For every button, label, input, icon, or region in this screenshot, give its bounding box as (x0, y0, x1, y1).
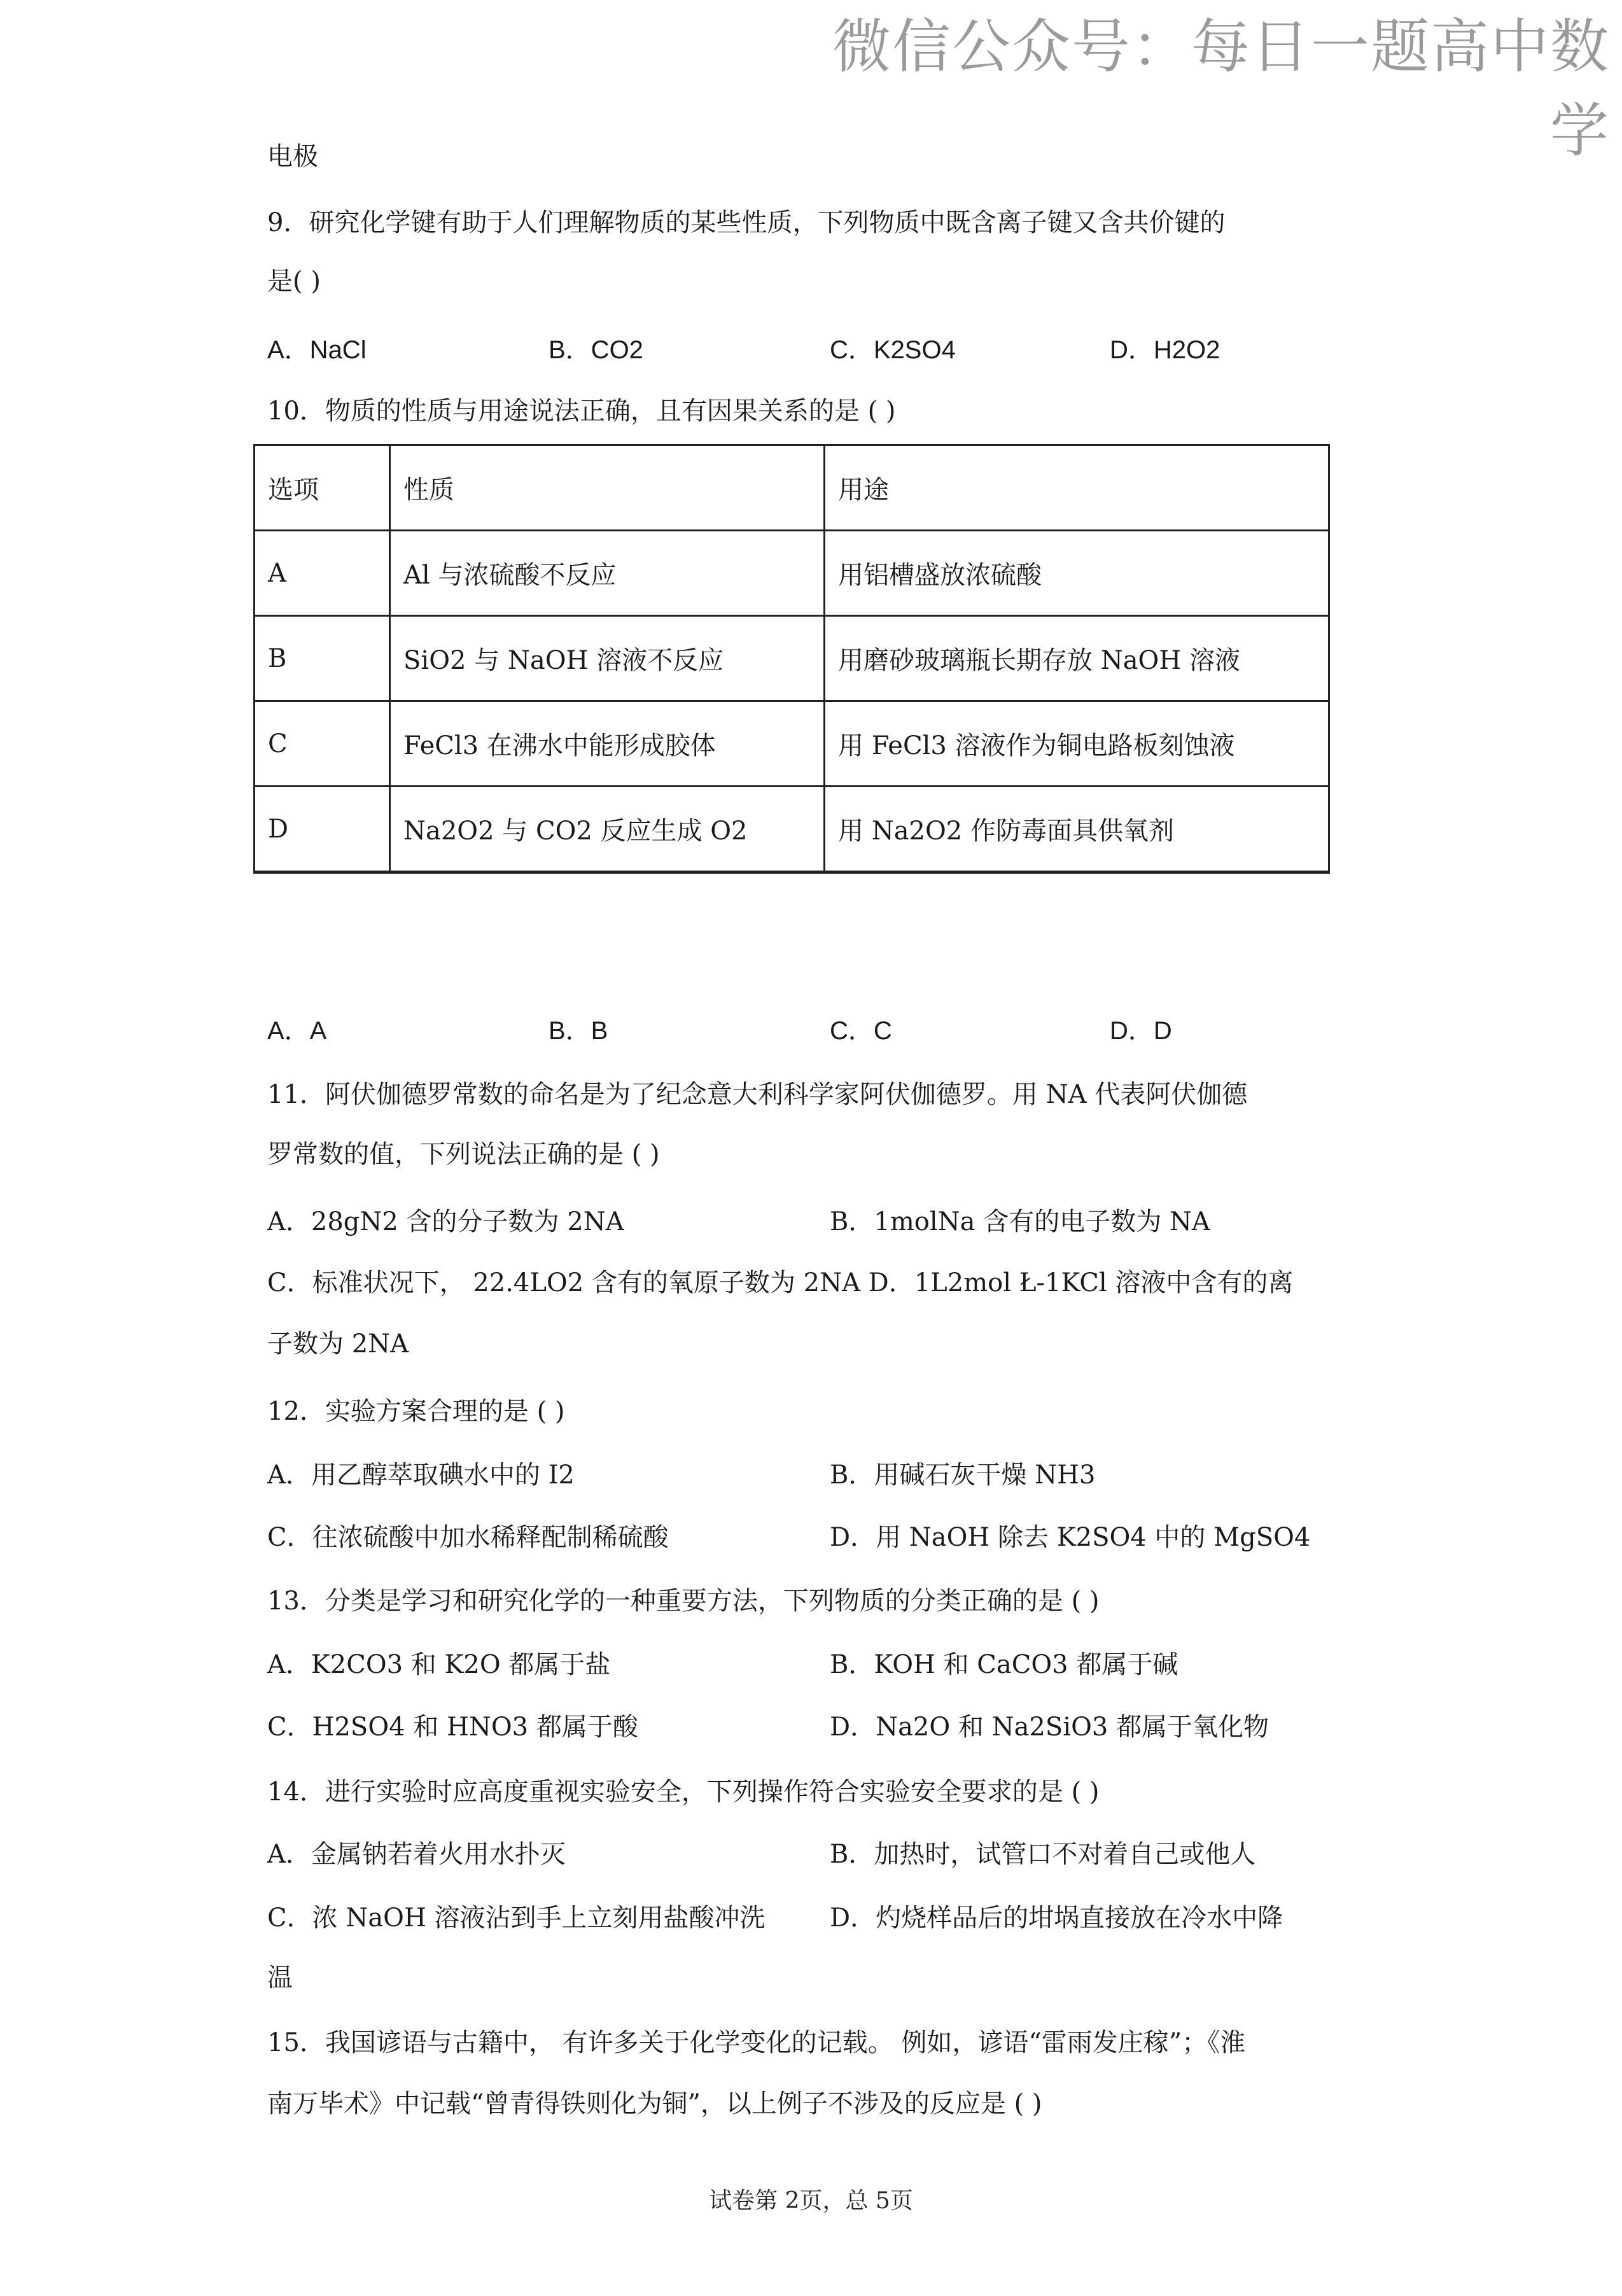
q11-option-b: B．1molNa 含有的电子数为 NA (830, 1207, 1210, 1236)
q9-stem-line-2: 是( ) (267, 267, 321, 296)
watermark: 微信公众号：每日一题高中数学 (832, 13, 1610, 165)
q11-option-a: A．28gN2 含的分子数为 2NA (267, 1207, 624, 1236)
table-cell: A (255, 531, 390, 616)
table-cell: Al 与浓硫酸不反应 (390, 531, 825, 616)
table-row (255, 787, 1329, 872)
table-row (255, 531, 1329, 616)
table-cell: 用铝槽盛放浓硫酸 (825, 531, 1329, 616)
q12-option-b: B．用碱石灰干燥 NH3 (830, 1460, 1096, 1490)
q11-option-c-and-d: C．标准状况下， 22.4LO2 含有的氧原子数为 2NA D．1L2mol Ł-1KCl 溶液中含有的离 (267, 1268, 1294, 1298)
q10-stem: 10．物质的性质与用途说法正确，且有因果关系的是 ( ) (267, 396, 896, 426)
q11-stem-line-1: 11．阿伏伽德罗常数的命名是为了纪念意大利科学家阿伏伽德罗。用 NA 代表阿伏伽德 (267, 1080, 1248, 1109)
q10-option-b: B．B (549, 1017, 608, 1045)
q9-option-b: B．CO2 (549, 336, 643, 364)
q13-option-a: A．K2CO3 和 K2O 都属于盐 (267, 1650, 611, 1679)
q12-option-c: C．往浓硫酸中加水稀释配制稀硫酸 (267, 1523, 669, 1552)
q14-option-a: A．金属钠若着火用水扑灭 (267, 1840, 566, 1869)
table-cell: D (255, 787, 390, 872)
q10-option-c: C．C (830, 1017, 892, 1045)
q14-stem: 14．进行实验时应高度重视实验安全，下列操作符合实验安全要求的是 ( ) (267, 1777, 1100, 1807)
previous-question-tail: 电极 (267, 142, 318, 171)
table-header-cell: 选项 (255, 445, 390, 531)
table-cell: FeCl3 在沸水中能形成胶体 (390, 701, 825, 787)
table-header-row (255, 445, 1329, 531)
q9-stem-line-1: 9．研究化学键有助于人们理解物质的某些性质，下列物质中既含离子键又含共价键的 (267, 208, 1226, 237)
q14-option-d-tail: 温 (267, 1963, 293, 1992)
q15-stem-line-2: 南万毕术》中记载“曾青得铁则化为铜”，以上例子不涉及的反应是 ( ) (267, 2089, 1042, 2118)
q12-stem: 12．实验方案合理的是 ( ) (267, 1397, 565, 1426)
table-cell: 用 FeCl3 溶液作为铜电路板刻蚀液 (825, 701, 1329, 787)
q15-stem-line-1: 15．我国谚语与古籍中， 有许多关于化学变化的记载。 例如，谚语“雷雨发庄稼”；《淮 (267, 2028, 1246, 2057)
q13-option-d: D．Na2O 和 Na2SiO3 都属于氧化物 (830, 1712, 1269, 1742)
table-cell: B (255, 616, 390, 701)
q11-option-d-tail: 子数为 2NA (267, 1329, 409, 1359)
q10-option-d: D．D (1110, 1017, 1172, 1045)
table-row (255, 701, 1329, 787)
q12-option-a: A．用乙醇萃取碘水中的 I2 (267, 1460, 575, 1490)
q10-table (253, 444, 1330, 874)
q11-stem-line-2: 罗常数的值，下列说法正确的是 ( ) (267, 1140, 660, 1169)
table-cell: Na2O2 与 CO2 反应生成 O2 (390, 787, 825, 872)
table-header-cell: 性质 (390, 445, 825, 531)
q13-stem: 13．分类是学习和研究化学的一种重要方法，下列物质的分类正确的是 ( ) (267, 1586, 1100, 1616)
q14-option-d: D．灼烧样品后的坩埚直接放在冷水中降 (830, 1903, 1283, 1933)
page-footer: 试卷第 2页，总 5页 (709, 2188, 913, 2214)
q14-option-b: B．加热时，试管口不对着自己或他人 (830, 1840, 1256, 1869)
q10-option-a: A．A (267, 1017, 327, 1045)
q12-option-d: D．用 NaOH 除去 K2SO4 中的 MgSO4 (830, 1523, 1311, 1552)
table-cell: 用磨砂玻璃瓶长期存放 NaOH 溶液 (825, 616, 1329, 701)
table-cell: 用 Na2O2 作防毒面具供氧剂 (825, 787, 1329, 872)
table-cell: C (255, 701, 390, 787)
q13-option-b: B．KOH 和 CaCO3 都属于碱 (830, 1650, 1178, 1679)
q9-option-c: C．K2SO4 (830, 336, 956, 364)
q14-option-c: C．浓 NaOH 溶液沾到手上立刻用盐酸冲洗 (267, 1903, 766, 1933)
table-cell: SiO2 与 NaOH 溶液不反应 (390, 616, 825, 701)
q9-option-a: A．NaCl (267, 336, 367, 364)
table-row (255, 616, 1329, 701)
q13-option-c: C．H2SO4 和 HNO3 都属于酸 (267, 1712, 638, 1742)
table-header-cell: 用途 (825, 445, 1329, 531)
q9-option-d: D．H2O2 (1110, 336, 1220, 364)
